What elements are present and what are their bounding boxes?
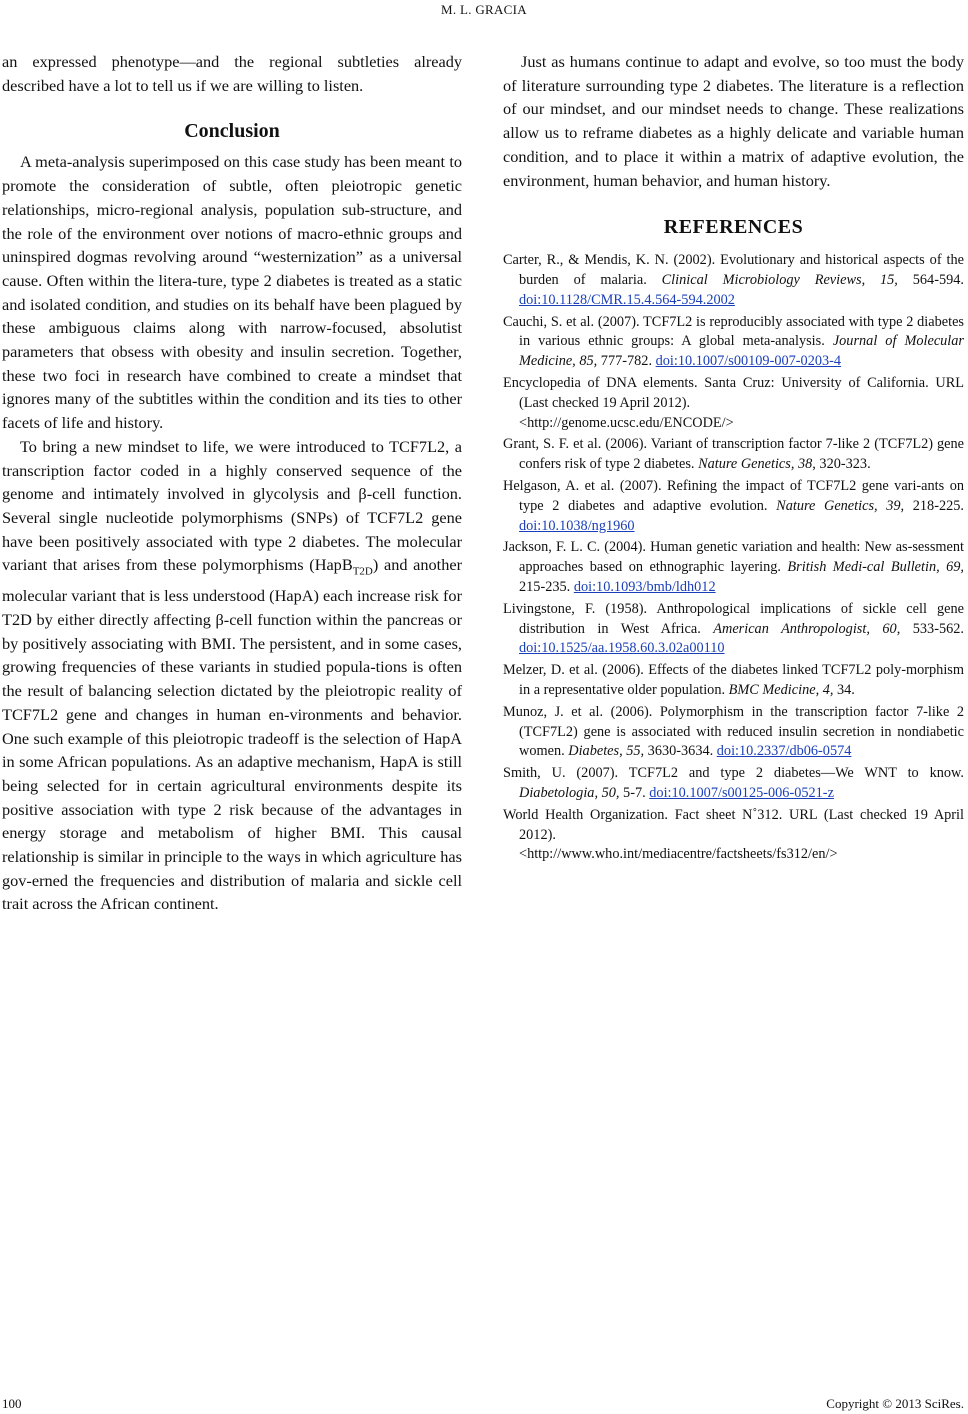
reference-doi-link[interactable]: doi:10.1093/bmb/ldh012 <box>573 578 716 595</box>
reference-doi-link[interactable]: doi:10.1007/s00125-006-0521-z <box>649 784 834 801</box>
reference-text: Jackson, F. L. C. (2004). Human genetic variation and health: New as-sessment approaches based on ethnographic layering. <box>503 539 964 576</box>
reference-doi-link[interactable]: doi:10.2337/db06-0574 <box>716 743 852 760</box>
reference-pages: 3630-3634. <box>644 743 717 760</box>
running-head: M. L. GRACIA <box>441 2 527 17</box>
copyright-notice: Copyright © 2013 SciRes. <box>826 1396 964 1411</box>
references-list <box>503 251 964 865</box>
reference-item <box>503 764 964 804</box>
reference-item <box>503 600 964 659</box>
reference-doi-link[interactable]: doi:10.1038/ng1960 <box>519 517 635 534</box>
reference-url: <http://www.who.int/mediacentre/factsheets/fs312/en/> <box>519 846 838 863</box>
reference-item <box>503 251 964 310</box>
reference-journal: Journal of Molecular Medicine, 85, <box>519 333 964 370</box>
conclusion-paragraph-1: A meta-analysis superimposed on this case study has been meant to promote the consideration of subtle, often pleiotropic genetic relationships, micro-regional analysis, population sub-structure, and the role of the environment over notions of macro-ethnic groups and uninspired dogmas revolving around “westernization” as a universal cause. Often within the litera-ture, type 2 diabetes is treated as a static and isolated condition, and studies on its behalf have been plagued by these ambiguous claims along with narrow-focused, absolutist parameters that obsess with obesity and insulin secretion. Together, these two foci in research have combined to create a mindset that ignores many of the subtitles within the condition and its ties to other facets of life and history. <box>2 152 462 433</box>
reference-text: Helgason, A. et al. (2007). Refining the impact of TCF7L2 gene vari-ants on type 2 diabetes and adaptive evolution. <box>503 477 964 514</box>
reference-pages: 777-782. <box>597 353 656 370</box>
reference-pages: 215-235. <box>519 578 574 595</box>
reference-journal: Nature Genetics, 38, <box>698 456 816 473</box>
reference-journal: Clinical Microbiology Reviews, 15, <box>661 272 898 289</box>
reference-pages: 320-323. <box>815 456 871 473</box>
reference-url: <http://genome.ucsc.edu/ENCODE/> <box>519 414 734 431</box>
reference-text: Melzer, D. et al. (2006). Effects of the diabetes linked TCF7L2 poly-morphism in a representative older population. <box>503 662 964 698</box>
reference-text: Cauchi, S. et al. (2007). TCF7L2 is reproducibly associated with type 2 diabetes in various ethnic groups: A global meta-analysis. <box>503 313 964 350</box>
closing-paragraph: Just as humans continue to adapt and evolve, so too must the body of literature surrounding type 2 diabetes. The literature is a reflection of our mindset, and our mindset needs to change. These realizations allow us to reframe diabetes as a highly delicate and variable human condition, and to place it within a matrix of adaptive evolution, the environment, human behavior, and human history. <box>503 52 964 190</box>
reference-journal: Nature Genetics, 39, <box>776 497 905 514</box>
reference-item <box>503 313 964 372</box>
reference-text: Smith, U. (2007). TCF7L2 and type 2 diabetes—We WNT to know. <box>503 765 964 782</box>
references-heading: REFERENCES <box>663 216 804 239</box>
reference-item <box>503 477 964 536</box>
reference-pages: 564-594. <box>897 272 964 289</box>
reference-text: Grant, S. F. et al. (2006). Variant of transcription factor 7-like 2 (TCF7L2) gene confers risk of type 2 diabetes. <box>503 436 964 473</box>
reference-item <box>503 435 964 475</box>
reference-pages: 34. <box>833 681 855 698</box>
reference-item <box>503 703 964 762</box>
hapb-subscript: T2D <box>352 565 373 578</box>
reference-text: World Health Organization. Fact sheet N˚312. URL (Last checked 19 April 2012). <box>503 806 964 843</box>
reference-pages: 5-7. <box>619 784 650 801</box>
reference-text: Encyclopedia of DNA elements. Santa Cruz: University of California. URL (Last checked 19 April 2012). <box>503 375 964 411</box>
reference-item <box>503 374 964 433</box>
reference-item <box>503 538 964 597</box>
reference-journal: American Anthropologist, 60, <box>713 620 901 637</box>
paragraph-2-part-a: To bring a new mindset to life, we were introduced to TCF7L2, a transcription factor coded in a highly conserved sequence of the genome and intimately involved in glycolysis and β-cell function. Several single nucleotide polymorphisms (SNPs) of TCF7L2 gene have been positively associated with type 2 diabetes. The molecular variant that arises from these polymorphisms (HapB <box>2 436 462 575</box>
reference-item <box>503 661 964 701</box>
intro-tail-paragraph: an expressed phenotype—and the regional subtleties already described have a lot to tell us if we are willing to listen. <box>2 52 462 95</box>
reference-journal: British Medi-cal Bulletin, 69, <box>787 559 964 576</box>
reference-item <box>503 806 964 865</box>
reference-doi-link[interactable]: doi:10.1007/s00109-007-0203-4 <box>655 353 842 370</box>
reference-text: Carter, R., & Mendis, K. N. (2002). Evolutionary and historical aspects of the burden of malaria. <box>503 252 964 289</box>
left-column <box>2 50 462 916</box>
reference-text: Livingstone, F. (1958). Anthropological implications of sickle cell gene distribution in West Africa. <box>503 600 964 637</box>
reference-text: Munoz, J. et al. (2006). Polymorphism in the transcription factor 7-like 2 (TCF7L2) gene is associated with reduced insulin secretion in nondiabetic women. <box>503 703 964 760</box>
conclusion-heading: Conclusion <box>184 120 280 143</box>
conclusion-paragraph-2 <box>2 435 462 916</box>
reference-journal: Diabetologia, 50, <box>519 784 620 801</box>
reference-journal: Diabetes, 55, <box>568 743 645 760</box>
reference-doi-link[interactable]: doi:10.1525/aa.1958.60.3.02a00110 <box>519 640 725 657</box>
paragraph-2-part-b: ) and another molecular variant that is less understood (HapA) each increase risk for T2D by either directly affecting β-cell function within the pancreas or by positively associating with BMI. The persistent, and in some cases, growing frequencies of these variants in studied popula-tions is often the result of balancing selection dictated by the pleiotropic reality of TCF7L2 gene and changes in human en-vironments and behavior. One such example of this pleiotropic tradeoff is the selection of HapA in some African populations. As an adaptive mechanism, HapA is still being selected for in certain agricultural environments despite its positive association with type 2 risk because of the advantages in energy storage and metabolism of higher BMI. This causal relationship is similar in principle to the ways in which agriculture has gov-erned the frequencies and distribution of malaria and sickle cell trait across the African continent. <box>2 555 462 914</box>
reference-pages: 218-225. <box>904 497 964 514</box>
reference-journal: BMC Medicine, 4, <box>728 681 834 698</box>
right-column <box>503 50 964 867</box>
reference-doi-link[interactable]: doi:10.1128/CMR.15.4.564-594.2002 <box>519 291 735 308</box>
reference-pages: 533-562. <box>900 620 964 637</box>
page-number: 100 <box>2 1396 22 1411</box>
